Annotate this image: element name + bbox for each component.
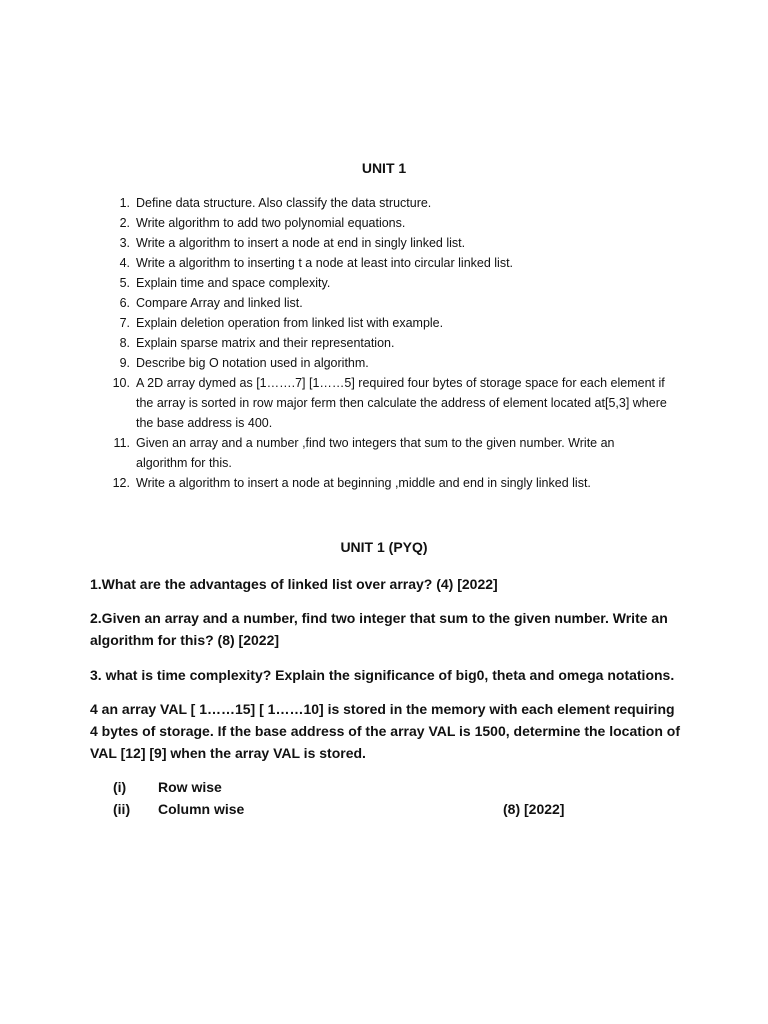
pyq-question: 2.Given an array and a number, find two integer that sum to the given number. Write an algorithm for this? (8) [2022] [90,610,668,648]
question-text: Write a algorithm to insert a node at beginning ,middle and end in singly linked list. [136,476,591,490]
sub-item-text: Row wise [158,779,222,795]
question-list [0,193,768,493]
question-item [0,353,768,373]
question-number: 8. [119,336,130,350]
sub-item-text: Column wise [158,801,245,817]
question-number: 7. [119,316,130,330]
question-text: Define data structure. Also classify the data structure. [136,196,432,210]
question-item [0,313,768,333]
question-text: Compare Array and linked list. [136,296,303,310]
question-text: Explain sparse matrix and their representation. [136,336,395,350]
pyq-question: 4 an array VAL [ 1……15] [ 1……10] is stored in the memory with each element requiring 4 bytes of storage. If the base address of the array VAL is 1500, determine the location of VAL [12] [9] when the array VAL is stored. [90,701,680,761]
question-item [0,233,768,253]
sub-item-number: (i) [113,779,127,795]
question-text: Describe big O notation used in algorithm. [136,356,369,370]
question-text: A 2D array dymed as [1…….7] [1……5] required four bytes of storage space for each element if the array is sorted in row major ferm then calculate the address of element located at[5,3] where the base address is 400. [136,376,667,430]
question-number: 12. [112,476,130,490]
question-text: Write algorithm to add two polynomial equations. [136,216,406,230]
sub-item-number: (ii) [113,801,131,817]
pyq-question: 1.What are the advantages of linked list over array? (4) [2022] [90,576,498,592]
question-text: Explain deletion operation from linked list with example. [136,316,444,330]
question-text: Write a algorithm to inserting t a node at least into circular linked list. [136,256,514,270]
sub-item-marks: (8) [2022] [503,801,565,817]
question-item [0,373,768,433]
question-item [0,193,768,213]
question-number: 10. [112,376,130,390]
question-item [0,433,768,473]
question-number: 11. [113,436,130,450]
question-number: 6. [119,296,130,310]
pyq-title: UNIT 1 (PYQ) [340,539,428,555]
unit-title: UNIT 1 [361,160,407,176]
question-number: 9. [119,356,130,370]
question-number: 1. [119,196,130,210]
question-number: 4. [119,256,130,270]
question-item [0,293,768,313]
question-item [0,273,768,293]
question-number: 5. [119,276,130,290]
question-item [0,333,768,353]
question-text: Write a algorithm to insert a node at end in singly linked list. [136,236,466,250]
pyq-question: 3. what is time complexity? Explain the significance of big0, theta and omega notations. [90,667,675,683]
question-text: Given an array and a number ,find two integers that sum to the given number. Write an algorithm for this. [136,436,615,470]
question-item [0,253,768,273]
question-number: 2. [119,216,130,230]
question-item [0,473,768,493]
question-text: Explain time and space complexity. [136,276,331,290]
question-item [0,213,768,233]
question-number: 3. [119,236,130,250]
